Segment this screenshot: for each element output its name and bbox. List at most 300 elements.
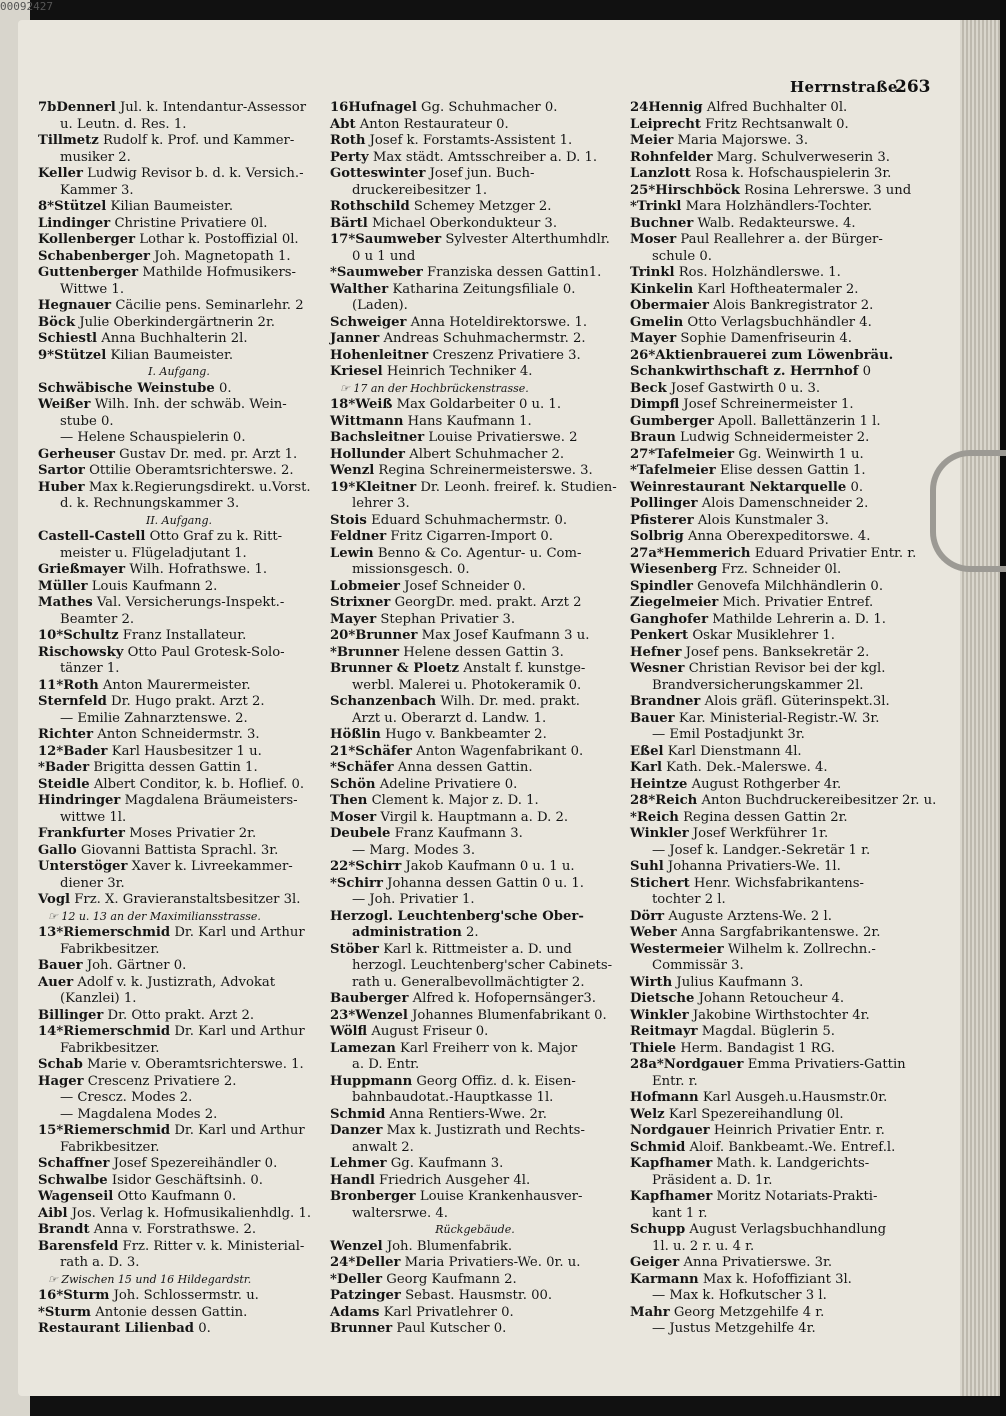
resident-name: Stützel — [54, 199, 107, 214]
resident-name: Trinkl — [630, 265, 675, 280]
directory-entry — [38, 727, 320, 744]
directory-entry — [330, 315, 620, 332]
resident-name: Schön — [330, 776, 376, 792]
entry-details: Herm. Bandagist 1 RG. — [680, 1040, 835, 1056]
entry-details: 0. — [218, 380, 232, 396]
entry-continuation — [630, 1239, 915, 1256]
resident-name: Sturm — [63, 1288, 110, 1303]
directory-entry — [38, 298, 320, 315]
entry-continuation — [330, 1057, 620, 1074]
entry-details: Josef Schneider 0. — [404, 578, 526, 594]
resident-name: Schabenberger — [38, 248, 151, 264]
entry-details: Mich. Privatier Entref. — [722, 595, 874, 610]
directory-entry — [330, 793, 620, 810]
directory-entry — [38, 447, 320, 464]
house-number: 14* — [38, 1024, 64, 1039]
entry-details: Kammer 3. — [60, 182, 134, 198]
entry-details: Joh. Gärtner 0. — [86, 958, 187, 973]
resident-name: Gmelin — [630, 314, 684, 330]
resident-name: Lewin — [330, 545, 374, 561]
directory-entry — [630, 909, 915, 926]
resident-name: Schwäbische Weinstube — [38, 380, 215, 396]
directory-entry — [630, 1090, 915, 1107]
entry-continuation — [38, 1140, 320, 1157]
entry-continuation — [630, 727, 915, 744]
entry-details: — Helene Schauspielerin 0. — [60, 430, 246, 445]
entry-continuation — [330, 496, 620, 513]
directory-entry — [630, 463, 915, 480]
house-number: 26* — [630, 347, 656, 363]
entry-details: Gg. Kaufmann 3. — [390, 1156, 504, 1171]
entry-details: Mathilde Lehrerin a. D. 1. — [712, 611, 886, 627]
entry-details: Josef jun. Buch- — [429, 166, 535, 181]
directory-entry — [38, 678, 320, 695]
directory-entry — [630, 579, 915, 596]
entry-details: Moritz Notariats-Prakti- — [716, 1189, 878, 1204]
entry-details: Anstalt f. kunstge- — [463, 661, 586, 676]
resident-name: Kapfhamer — [630, 1189, 713, 1204]
directory-entry — [330, 1305, 620, 1322]
resident-name: Schanzenbach — [330, 694, 437, 709]
entry-details: Gustav Dr. med. pr. Arzt 1. — [119, 446, 298, 462]
directory-entry — [38, 100, 320, 117]
entry-details: August Verlagsbuchhandlung — [689, 1222, 887, 1237]
entry-details: Johann Retoucheur 4. — [698, 991, 845, 1006]
house-number: 23* — [330, 1007, 356, 1023]
entry-details: Gg. Weinwirth 1 u. — [738, 446, 864, 462]
house-number: 17* — [330, 232, 356, 247]
directory-entry — [38, 645, 320, 662]
entry-details: anwalt 2. — [352, 1139, 414, 1155]
directory-entry — [330, 645, 620, 662]
entry-details: Kilian Baumeister. — [110, 347, 234, 363]
resident-name: *Deller — [330, 1271, 383, 1287]
directory-entry — [38, 744, 320, 761]
resident-name: Gallo — [38, 842, 77, 858]
directory-entry — [330, 546, 620, 563]
directory-entry — [330, 1239, 620, 1256]
directory-entry — [630, 331, 915, 348]
resident-name: Lamezan — [330, 1040, 396, 1056]
directory-entry — [330, 150, 620, 167]
entry-details: Franz Kaufmann 3. — [394, 826, 523, 841]
directory-entry — [630, 100, 915, 117]
entry-continuation — [630, 678, 915, 695]
entry-continuation — [330, 183, 620, 200]
entry-details: Franz Installateur. — [122, 628, 247, 643]
entry-details: Mara Holzhändlers-Tochter. — [685, 199, 873, 214]
directory-entry — [38, 1321, 320, 1338]
directory-entry — [330, 826, 620, 843]
directory-entry — [330, 1288, 620, 1305]
resident-name: Kollenberger — [38, 232, 136, 247]
resident-name: Hager — [38, 1073, 84, 1089]
entry-details: d. k. Rechnungskammer 3. — [60, 496, 240, 511]
directory-entry — [630, 1305, 915, 1322]
entry-details: Emma Privatiers-Gattin — [747, 1057, 906, 1072]
directory-entry — [330, 727, 620, 744]
entry-details: Heinrich Techniker 4. — [386, 364, 533, 379]
entry-details: Maria Privatiers-We. 0r. u. — [404, 1255, 581, 1270]
entry-details: Johanna dessen Gattin 0 u. 1. — [387, 875, 584, 891]
resident-name: Riemerschmid — [63, 1024, 171, 1039]
entry-details: Julius Kaufmann 3. — [676, 974, 804, 990]
entry-details: 0. — [850, 479, 864, 495]
resident-name: Riemerschmid — [63, 925, 171, 940]
resident-name: Guttenberger — [38, 265, 139, 280]
house-number: 16 — [330, 100, 349, 115]
house-number: 19* — [330, 479, 356, 495]
directory-entry — [38, 166, 320, 183]
entry-details: Elise dessen Gattin 1. — [719, 463, 866, 478]
entry-details: Katharina Zeitungsfiliale 0. — [392, 281, 576, 297]
entry-details: — Emilie Zahnarztenswe. 2. — [60, 710, 248, 726]
entry-continuation — [38, 1107, 320, 1124]
resident-name: Buchner — [630, 215, 694, 231]
entry-details: Anton Wagenfabrikant 0. — [416, 743, 584, 759]
directory-entry — [38, 315, 320, 332]
resident-name: Bärtl — [330, 215, 368, 231]
entry-details: Georg Offiz. d. k. Eisen- — [416, 1073, 576, 1089]
resident-name: Schweiger — [330, 314, 407, 330]
entry-details: (Kanzlei) 1. — [60, 991, 137, 1006]
entry-continuation — [38, 414, 320, 431]
directory-entry — [630, 628, 915, 645]
resident-name: Roth — [330, 133, 366, 148]
entry-details: Anna dessen Gattin. — [397, 760, 533, 775]
directory-entry — [630, 381, 915, 398]
directory-entry — [38, 232, 320, 249]
entry-continuation — [630, 1321, 915, 1338]
directory-entry — [38, 1008, 320, 1025]
entry-details: stube 0. — [60, 413, 114, 429]
entry-details: Anna Sargfabrikantenswe. 2r. — [680, 925, 881, 940]
cross-reference-note: ☞ 17 an der Hochbrückenstrasse. — [340, 381, 529, 395]
page-edges — [960, 20, 1000, 1396]
resident-name: Brandt — [38, 1222, 90, 1237]
entry-details: Virgil k. Hauptmann a. D. 2. — [380, 809, 569, 825]
directory-entry — [330, 414, 620, 431]
entry-details: kant 1 r. — [652, 1205, 708, 1221]
resident-name: Barensfeld — [38, 1238, 119, 1254]
directory-entry — [38, 892, 320, 909]
entry-continuation — [330, 1140, 620, 1157]
resident-name: Tafelmeier — [655, 446, 735, 462]
house-number: 22* — [330, 859, 356, 874]
resident-name: Hennig — [648, 100, 703, 115]
entry-continuation — [630, 1206, 915, 1223]
entry-details: Brigitta dessen Gattin 1. — [93, 760, 258, 775]
entry-continuation — [330, 249, 620, 266]
entry-continuation — [38, 612, 320, 629]
house-number: 28* — [630, 793, 656, 808]
resident-name: Patzinger — [330, 1288, 401, 1303]
directory-entry — [330, 744, 620, 761]
directory-entry — [330, 199, 620, 216]
entry-details: Wilh. Hofrathswe. 1. — [129, 562, 268, 577]
entry-details: Benno & Co. Agentur- u. Com- — [377, 545, 582, 561]
entry-details: — Justus Metzgehilfe 4r. — [652, 1321, 816, 1336]
house-number: 10* — [38, 628, 64, 643]
section-heading: I. Aufgang. — [148, 365, 210, 378]
entry-details: herzogl. Leuchtenberg'scher Cabinets- — [352, 958, 613, 973]
entry-details: Albert Schuhmacher 2. — [409, 446, 565, 462]
entry-details: Jakob Kaufmann 0 u. 1 u. — [405, 859, 575, 874]
resident-name: Grießmayer — [38, 562, 126, 577]
entry-details: Anna v. Forstrathswe. 2. — [93, 1222, 257, 1237]
house-number: 18* — [330, 397, 356, 412]
entry-details: Wilh. Dr. med. prakt. — [440, 694, 580, 709]
resident-name: Saumweber — [355, 232, 442, 247]
entry-details: Karl Hausbesitzer 1 u. — [111, 743, 262, 759]
resident-name: Schmid — [630, 1139, 686, 1155]
entry-details: Friedrich Ausgeher 4l. — [379, 1172, 531, 1188]
entry-details: Anton Maurermeister. — [102, 677, 251, 693]
directory-entry — [630, 975, 915, 992]
resident-name: Bader — [63, 743, 108, 759]
entry-details: Karl Ausgeh.u.Hausmstr.0r. — [702, 1090, 888, 1105]
entry-details: 0 — [862, 364, 871, 379]
resident-name: Hindringer — [38, 793, 121, 808]
entry-details: Hans Kaufmann 1. — [407, 413, 532, 429]
entry-continuation — [630, 892, 915, 909]
directory-entry — [330, 331, 620, 348]
entry-details: Moses Privatier 2r. — [129, 826, 257, 841]
entry-details: Sophie Damenfriseurin 4. — [680, 331, 852, 346]
directory-entry — [330, 810, 620, 827]
resident-name: Reitmayr — [630, 1024, 698, 1039]
entry-details: Math. k. Landgerichts- — [716, 1156, 870, 1171]
resident-name: Dimpfl — [630, 397, 680, 412]
entry-details: Johanna Privatiers-We. 1l. — [667, 859, 841, 874]
directory-entry — [38, 1222, 320, 1239]
entry-details: Max k. Hofoffiziant 3l. — [702, 1271, 852, 1287]
directory-entry — [330, 463, 620, 480]
resident-name: Hofmann — [630, 1090, 699, 1105]
resident-name: Lehmer — [330, 1156, 387, 1171]
entry-details: Dr. Hugo prakt. Arzt 2. — [111, 694, 265, 709]
entry-details: Schemey Metzger 2. — [413, 199, 552, 214]
entry-details: Magdalena Bräumeisters- — [124, 793, 298, 808]
entry-details: Karl k. Rittmeister a. D. und — [383, 941, 572, 957]
directory-entry — [330, 694, 620, 711]
entry-continuation — [630, 1288, 915, 1305]
entry-details: Brandversicherungskammer 2l. — [652, 677, 864, 693]
directory-entry — [38, 859, 320, 876]
running-header: Herrnstraße. — [790, 78, 904, 96]
entry-details: Sylvester Alterthumhdlr. — [445, 232, 610, 247]
resident-name: Brunner — [355, 628, 418, 643]
resident-name: Dietsche — [630, 991, 695, 1006]
directory-entry — [38, 925, 320, 942]
directory-entry — [630, 282, 915, 299]
entry-continuation — [330, 892, 620, 909]
resident-name: Richter — [38, 727, 94, 742]
resident-name: Solbrig — [630, 529, 684, 544]
directory-entry — [330, 628, 620, 645]
resident-name: Aktienbrauerei zum Löwenbräu. — [655, 347, 894, 363]
entry-details: Anna Privatierswe. 3r. — [683, 1255, 833, 1270]
resident-name: *Reich — [630, 809, 679, 825]
entry-details: Stephan Privatier 3. — [380, 611, 516, 627]
house-number: 28a* — [630, 1057, 664, 1072]
resident-name: Kinkelin — [630, 281, 694, 297]
resident-name: Weinrestaurant Nektarquelle — [630, 479, 847, 495]
directory-entry — [330, 1272, 620, 1289]
resident-name: Welz — [630, 1106, 665, 1122]
resident-name: Schultz — [63, 628, 119, 643]
entry-details: waltersrwe. 4. — [352, 1205, 448, 1221]
directory-entry — [38, 1173, 320, 1190]
entry-details: Anton Schneidermstr. 3. — [97, 727, 260, 742]
resident-name: Weißer — [38, 397, 91, 412]
entry-details: wittwe 1l. — [60, 809, 127, 825]
entry-continuation — [38, 1090, 320, 1107]
entry-details: Dr. Karl und Arthur — [174, 1024, 305, 1039]
entry-continuation — [630, 1074, 915, 1091]
entry-details: tänzer 1. — [60, 661, 120, 676]
entry-continuation — [38, 150, 320, 167]
directory-entry — [38, 1156, 320, 1173]
entry-continuation — [630, 249, 915, 266]
directory-entry — [330, 942, 620, 959]
entry-details: Fabrikbesitzer. — [60, 941, 160, 957]
directory-entry — [330, 579, 620, 596]
entry-details: Josef k. Forstamts-Assistent 1. — [369, 133, 573, 148]
entry-details: Anton Buchdruckereibesitzer 2r. u. — [701, 793, 937, 808]
resident-name: Bauer — [630, 710, 675, 726]
entry-details: Louise Krankenhausver- — [419, 1189, 583, 1204]
resident-name: *Brunner — [330, 644, 400, 660]
directory-entry — [330, 1255, 620, 1272]
directory-entry — [38, 579, 320, 596]
resident-name: Bauberger — [330, 991, 409, 1006]
entry-details: Crescenz Privatiere 2. — [87, 1073, 237, 1089]
entry-details: — Joh. Privatier 1. — [352, 892, 475, 907]
directory-entry — [38, 216, 320, 233]
directory-entry — [630, 513, 915, 530]
entry-details: Paul Reallehrer a. der Bürger- — [680, 232, 883, 247]
resident-name: Kriesel — [330, 364, 383, 379]
entry-details: Entr. r. — [652, 1073, 698, 1089]
directory-entry — [630, 991, 915, 1008]
directory-entry — [630, 562, 915, 579]
resident-name: Geiger — [630, 1255, 680, 1270]
entry-details: tochter 2 l. — [652, 892, 726, 907]
entry-details: Christian Revisor bei der kgl. — [688, 661, 886, 676]
entry-details: lehrer 3. — [352, 496, 410, 511]
directory-entry — [630, 1140, 915, 1157]
resident-name: Dörr — [630, 908, 665, 924]
resident-name: Beck — [630, 380, 667, 396]
resident-name: Kleitner — [355, 479, 417, 495]
entry-details: Beamter 2. — [60, 611, 135, 627]
directory-entry — [330, 1024, 620, 1041]
entry-details: Aloif. Bankbeamt.-We. Entref.l. — [689, 1139, 896, 1155]
resident-name: Adams — [330, 1304, 380, 1320]
directory-entry — [330, 397, 620, 414]
directory-entry — [38, 1189, 320, 1206]
entry-details: u. Leutn. d. Res. 1. — [60, 116, 187, 132]
entry-details: Anna Oberexpeditorswe. 4. — [687, 529, 871, 544]
entry-details: Gg. Schuhmacher 0. — [421, 100, 558, 115]
resident-name: Weber — [630, 925, 677, 940]
entry-continuation — [330, 678, 620, 695]
entry-continuation — [38, 282, 320, 299]
entry-details: Johannes Blumenfabrikant 0. — [412, 1007, 607, 1023]
resident-name: Karmann — [630, 1271, 699, 1287]
entry-details: Xaver k. Livreekammer- — [131, 859, 293, 874]
directory-entry — [630, 694, 915, 711]
resident-name: Lanzlott — [630, 166, 691, 181]
directory-entry — [630, 150, 915, 167]
entry-details: musiker 2. — [60, 149, 131, 165]
directory-entry — [38, 199, 320, 216]
entry-continuation — [630, 843, 915, 860]
directory-entry — [38, 1074, 320, 1091]
resident-name: Frankfurter — [38, 826, 125, 841]
entry-continuation — [38, 991, 320, 1008]
entry-details: Anna Buchhalterin 2l. — [101, 331, 248, 346]
entry-details: Kar. Ministerial-Registr.-W. 3r. — [678, 710, 880, 726]
house-number: 15* — [38, 1123, 64, 1138]
entry-continuation — [38, 661, 320, 678]
directory-entry — [330, 859, 620, 876]
resident-name: Mathes — [38, 595, 93, 610]
resident-name: Schmid — [330, 1106, 386, 1122]
resident-name: Winkler — [630, 1007, 689, 1023]
resident-name: Bronberger — [330, 1189, 416, 1204]
directory-entry — [630, 760, 915, 777]
entry-details: Josef pens. Banksekretär 2. — [685, 644, 870, 660]
entry-details: 1l. u. 2 r. u. 4 r. — [652, 1238, 755, 1254]
entry-details: Ludwig Revisor b. d. k. Versich.- — [87, 166, 304, 181]
directory-entry — [330, 100, 620, 117]
directory-entry — [38, 1123, 320, 1140]
resident-name: Hegnauer — [38, 298, 112, 313]
resident-name: Stützel — [54, 347, 107, 363]
entry-details: Marie v. Oberamtsrichterswe. 1. — [87, 1057, 304, 1072]
house-number: 25* — [630, 182, 656, 198]
entry-details: Alois Damenschneider 2. — [701, 496, 869, 511]
entry-details: Maria Majorswe. 3. — [677, 133, 809, 148]
entry-details: 0 u 1 und — [352, 248, 416, 264]
entry-details: Alfred Buchhalter 0l. — [706, 100, 848, 115]
entry-details: Isidor Geschäftsinh. 0. — [111, 1172, 263, 1188]
directory-entry — [38, 463, 320, 480]
house-number: 27a* — [630, 545, 664, 561]
resident-name: *Bader — [38, 760, 90, 775]
resident-name: Schab — [38, 1057, 83, 1072]
entry-continuation — [330, 1206, 620, 1223]
entry-details: Eduard Privatier Entr. r. — [754, 545, 917, 561]
house-number: 8* — [38, 199, 55, 214]
entry-details: Adolf v. k. Justizrath, Advokat — [77, 974, 276, 990]
resident-name: Schaffner — [38, 1156, 110, 1171]
resident-name: Spindler — [630, 578, 693, 594]
entry-details: Cäcilie pens. Seminarlehr. 2 — [115, 298, 304, 313]
directory-entry — [630, 1057, 915, 1074]
entry-details: Karl Hoftheatermaler 2. — [697, 281, 859, 297]
entry-details: Rudolf k. Prof. und Kammer- — [102, 133, 295, 148]
entry-details: Joh. Schlossermstr. u. — [113, 1288, 259, 1303]
directory-entry — [330, 513, 620, 530]
entry-details: Dr. Otto prakt. Arzt 2. — [107, 1007, 255, 1023]
resident-name: Wölfl — [330, 1024, 368, 1039]
resident-name: Strixner — [330, 595, 391, 610]
entry-details: druckereibesitzer 1. — [352, 182, 488, 198]
directory-entry — [330, 661, 620, 678]
